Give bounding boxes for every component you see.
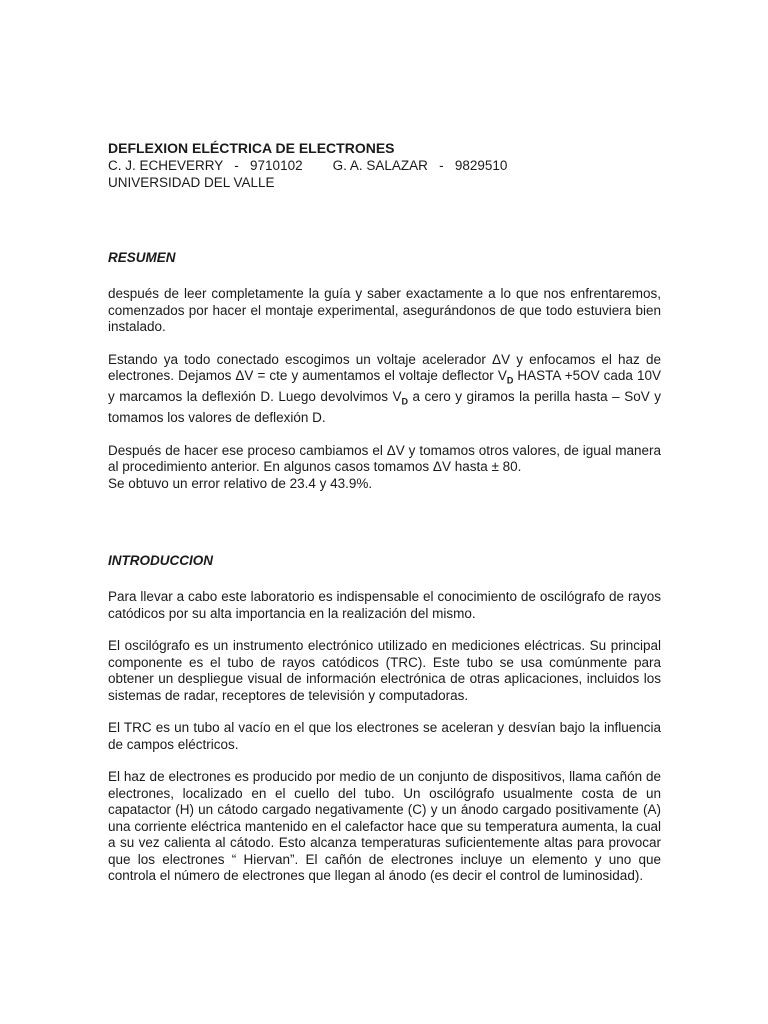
introduccion-paragraph-2: El oscilógrafo es un instrumento electrónico utilizado en mediciones eléctricas. Su principal componente es el tubo de rayos catódicos (TRC). Este tubo se usa comúnmente para obtener un despliegue visual de información electrónica de otras aplicaciones, incluidos los sistemas de radar, receptores de televisión y computadoras.: [108, 638, 661, 703]
voltage-subscript-d: D: [506, 375, 514, 386]
introduccion-paragraph-4: El haz de electrones es producido por medio de un conjunto de dispositivos, llama cañón de electrones, localizado en el cuello del tubo. Un oscilógrafo usualmente costa de un capatactor (H) un cátodo cargado negativamente (C) y un ánodo cargado positivamente (A) una corriente eléctrica mantenido en el calefactor hace que su temperatura aumenta, la cual a su vez calienta al cátodo. Esto alcanza temperaturas suficientemente altas para provocar que los electrones “ Hiervan”. El cañón de electrones incluye un elemento y uno que controla el número de electrones que llegan al ánodo (es decir el control de luminosidad).: [108, 769, 661, 884]
authors-line: C. J. ECHEVERRY - 9710102 G. A. SALAZAR - 9829510: [108, 158, 508, 173]
resumen-paragraph-1: después de leer completamente la guía y saber exactamente a lo que nos enfrentaremos, comenzados por hacer el montaje experimental, asegurándonos de que todo estuviera bien instalado.: [108, 286, 661, 334]
document-page: [108, 140, 661, 885]
voltage-subscript-d: D: [401, 396, 408, 407]
resumen-paragraph-2-part-a: Estando ya todo conectado escogimos un voltaje acelerador ΔV y enfocamos el haz de electrones. Dejamos ΔV = cte y aumentamos el voltaje deflector V: [108, 351, 661, 383]
institution-line: UNIVERSIDAD DEL VALLE: [108, 175, 275, 190]
resumen-paragraph-3: Después de hacer ese proceso cambiamos el ΔV y tomamos otros valores, de igual manera al procedimiento anterior. En algunos casos tomamos ΔV hasta ± 80.: [108, 442, 661, 475]
resumen-paragraph-2-part-b: HASTA +5OV cada 10V y marcamos la deflexión D. Luego devolvimos V: [108, 368, 661, 405]
document-title: DEFLEXION ELÉCTRICA DE ELECTRONES: [108, 140, 395, 156]
resumen-paragraph-2-part-c: a cero y giramos la perilla hasta – SoV y tomamos los valores de deflexión D.: [108, 389, 661, 426]
resumen-paragraph-2: [108, 352, 661, 427]
introduccion-paragraph-3: El TRC es un tubo al vacío en el que los electrones se aceleran y desvían bajo la influencia de campos eléctricos.: [108, 720, 661, 752]
introduccion-heading: INTRODUCCION: [108, 553, 213, 569]
introduccion-paragraph-1: Para llevar a cabo este laboratorio es indispensable el conocimiento de oscilógrafo de rayos catódicos por su alta importancia en la realización del mismo.: [108, 589, 661, 621]
resumen-paragraph-4: Se obtuvo un error relativo de 23.4 y 43.9%.: [108, 475, 373, 491]
resumen-heading: RESUMEN: [108, 250, 176, 265]
